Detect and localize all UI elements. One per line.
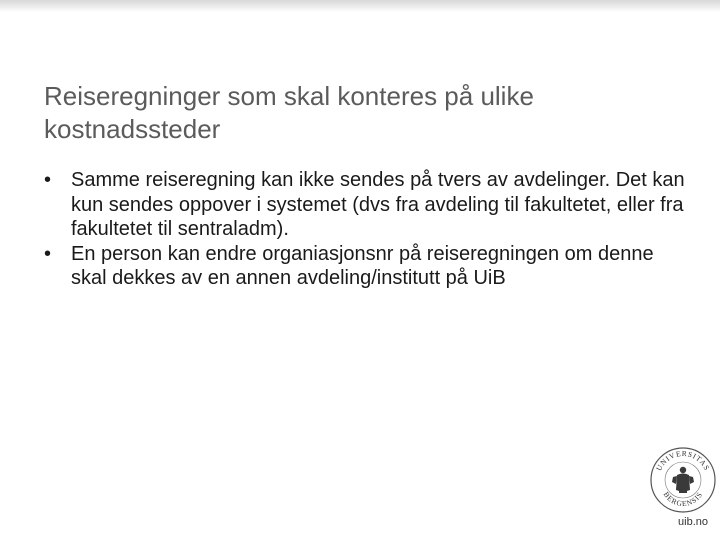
footer-url[interactable]: uib.no xyxy=(678,516,708,528)
seal-graphic xyxy=(649,446,717,514)
slide-title: Reiseregninger som skal konteres på ulike kostnadssteder xyxy=(44,81,534,144)
seal-text-top: UNIVERSITAS xyxy=(654,448,712,473)
bullet-text: Samme reiseregning kan ikke sendes på tvers av avdelinger. Det kan kun sendes oppover i systemet (dvs fra avdeling til fakultetet, eller fra fakultetet til sentraladm). xyxy=(71,169,685,240)
bullet-text: En person kan endre organiasjonsnr på reiseregningen om denne skal dekkes av en annen avdeling/institutt på UiB xyxy=(71,242,654,289)
seal-text-bottom: BERGENSIS xyxy=(661,490,705,509)
bullet-list xyxy=(44,168,694,291)
bullet-marker: • xyxy=(44,242,52,265)
list-item xyxy=(44,242,694,291)
top-band xyxy=(0,0,720,12)
list-item xyxy=(44,168,694,242)
university-seal-icon xyxy=(649,446,717,514)
bullet-marker: • xyxy=(44,169,52,191)
